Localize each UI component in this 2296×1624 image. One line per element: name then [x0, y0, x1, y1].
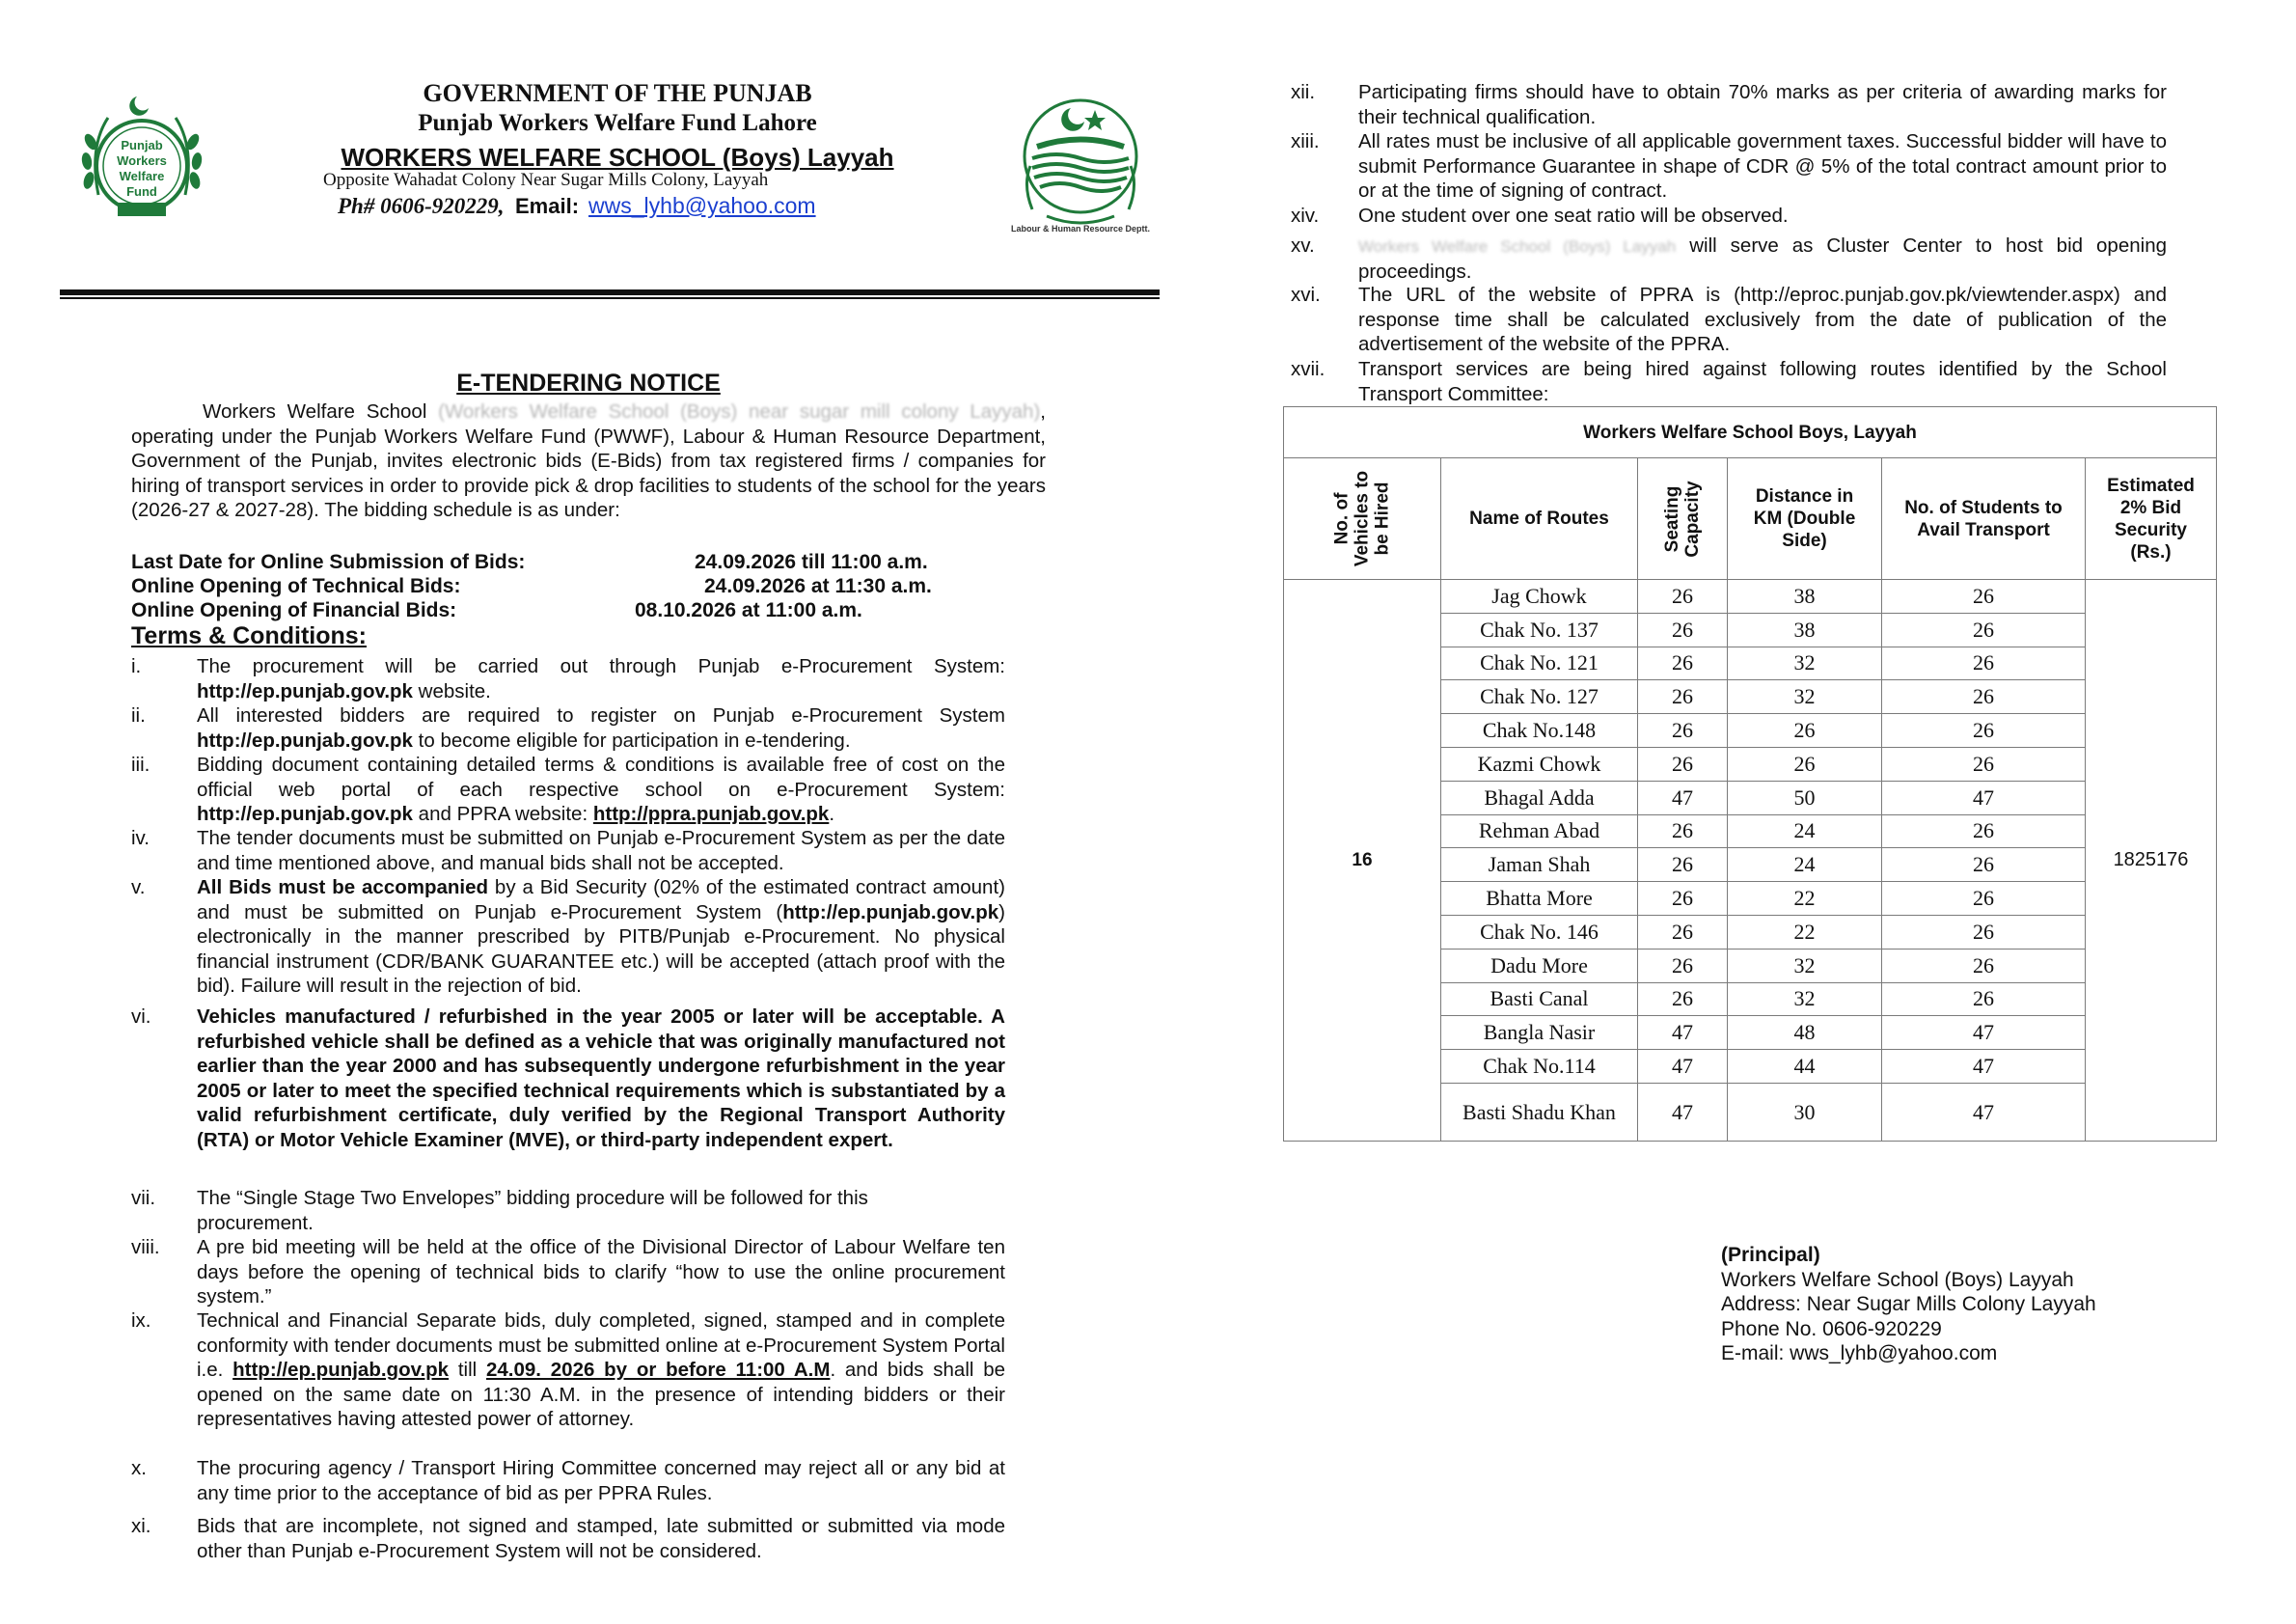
pwwf-logo-text-1: Punjab — [121, 138, 163, 152]
term-text: will serve as Cluster Center to host bid opening proceedings. — [1358, 234, 2167, 283]
route-name-cell: Chak No. 137 — [1441, 614, 1638, 647]
distance-cell: 50 — [1728, 782, 1882, 815]
term-text: One student over one seat ratio will be observed. — [1358, 205, 1789, 227]
distance-cell: 38 — [1728, 614, 1882, 647]
signature-title: (Principal) — [1721, 1244, 1820, 1266]
distance-cell: 22 — [1728, 916, 1882, 950]
seating-capacity-cell: 26 — [1638, 614, 1728, 647]
terms-heading: Terms & Conditions: — [131, 622, 367, 649]
intro-rest: , operating under the Punjab Workers Welfare Fund (PWWF), Labour & Human Resource Department, Government of the Punjab, invites electronic bids (E-Bids) from tax registered firms / companies for hiring of transport services in order to provide pick & drop facilities to students of the school for the years (2026-27 & 2027-28). The bidding schedule is as under: — [131, 400, 1046, 522]
term-text: . — [829, 803, 835, 826]
route-name-cell: Dadu More — [1441, 950, 1638, 983]
header-distance: Distance in KM (Double Side) — [1728, 458, 1882, 580]
distance-cell: 32 — [1728, 983, 1882, 1017]
seating-capacity-cell: 47 — [1638, 1016, 1728, 1050]
route-name-cell: Chak No. 146 — [1441, 916, 1638, 950]
intro-lead: Workers Welfare School — [203, 400, 427, 423]
header-vehicles — [1284, 458, 1441, 580]
seating-capacity-cell: 47 — [1638, 782, 1728, 815]
deadline-text: 24.09. 2026 by or before 11:00 A.M — [486, 1359, 831, 1382]
term-text: Bids that are incomplete, not signed and stamped, late submitted or submitted via mode other than Punjab e-Procurement System will not be considered. — [197, 1515, 1005, 1562]
security-value: 1825176 — [2113, 849, 2189, 870]
route-name-cell: Bhagal Adda — [1441, 782, 1638, 815]
term-text: The procurement will be carried out through Punjab e-Procurement System: — [197, 655, 1005, 677]
term-number: iii. — [131, 754, 150, 776]
notice-intro — [131, 399, 1046, 523]
contact-line — [338, 193, 816, 219]
pwwf-logo — [69, 89, 214, 235]
intro-redacted: (Workers Welfare School (Boys) near sugar mill colony Layyah) — [438, 400, 1041, 423]
header-capacity — [1638, 458, 1728, 580]
term-text: The URL of the website of PPRA is (http://eproc.punjab.gov.pk/viewtender.aspx) and response time shall be calculated exclusively from the date of publication of the advertisement of the website of the PPRA. — [1358, 284, 2167, 356]
term-text: . and bids shall be opened on the same date on 11:30 A.M. in the presence of intending bidders or their representatives having attested power of attorney. — [197, 1359, 1005, 1431]
term-text: All Bids must be accompanied — [197, 876, 489, 898]
term-number: xiii. — [1291, 130, 1320, 152]
header-vehicles-text: No. of Vehicles to be Hired — [1331, 470, 1393, 567]
email-link[interactable]: wws_lyhb@yahoo.com — [588, 193, 816, 218]
term-number: ii. — [131, 704, 146, 727]
school-title: WORKERS WELFARE SCHOOL (Boys) Layyah — [341, 143, 894, 172]
students-cell: 26 — [1882, 714, 2086, 748]
term-number: viii. — [131, 1236, 160, 1258]
distance-cell: 32 — [1728, 647, 1882, 681]
students-cell: 26 — [1882, 950, 2086, 983]
term-text: Technical and Financial Separate bids, duly completed, signed, stamped and in complete conformity with tender documents must be submitted online at e-Procurement System Portal i.e. — [197, 1309, 1005, 1382]
route-name-cell: Basti Canal — [1441, 983, 1638, 1017]
seating-capacity-cell: 26 — [1638, 815, 1728, 849]
distance-cell: 48 — [1728, 1016, 1882, 1050]
term-text: and PPRA website: — [412, 803, 593, 826]
term-text: All rates must be inclusive of all applicable government taxes. Successful bidder will have to submit Performance Guarantee in shape of CDR @ 5% of the total contract amount prior to or at the time of signing of contract. — [1358, 130, 2167, 203]
schedule-label: Last Date for Online Submission of Bids: — [131, 551, 526, 573]
distance-cell: 24 — [1728, 848, 1882, 882]
signature-email: E-mail: wws_lyhb@yahoo.com — [1721, 1342, 1998, 1365]
pwwf-logo-text-3: Welfare — [119, 169, 165, 183]
email-label: Email: — [515, 194, 580, 218]
schedule-financial — [131, 599, 862, 622]
ppra-link[interactable]: http://ppra.punjab.gov.pk — [592, 803, 830, 826]
punjab-govt-emblem — [1003, 89, 1158, 243]
term-text: Bidding document containing detailed terms & conditions is available free of cost on the official web portal of each respective school on e-Procurement System: — [197, 754, 1005, 801]
header-students: No. of Students to Avail Transport — [1882, 458, 2086, 580]
term-number: vii. — [131, 1187, 156, 1209]
ep-link[interactable]: http://ep.punjab.gov.pk — [197, 803, 413, 826]
route-name-cell: Chak No. 127 — [1441, 680, 1638, 714]
distance-cell: 26 — [1728, 748, 1882, 782]
schedule-value: 24.09.2026 till 11:00 a.m. — [695, 551, 928, 573]
term-text: till — [449, 1359, 486, 1382]
seating-capacity-cell: 26 — [1638, 983, 1728, 1017]
term-text: The “Single Stage Two Envelopes” bidding procedure will be followed for this procurement. — [197, 1187, 868, 1234]
term-text: The procuring agency / Transport Hiring Committee concerned may reject all or any bid at any time prior to the acceptance of bid as per PPRA Rules. — [197, 1457, 1005, 1504]
table-title: Workers Welfare School Boys, Layyah — [1284, 407, 2216, 458]
route-name-cell: Chak No.148 — [1441, 714, 1638, 748]
signature-school: Workers Welfare School (Boys) Layyah — [1721, 1268, 2074, 1291]
schedule-label: Online Opening of Financial Bids: — [131, 599, 457, 621]
ep-link[interactable]: http://ep.punjab.gov.pk — [782, 900, 999, 923]
term-text: to become eligible for participation in e-tendering. — [412, 729, 851, 752]
seating-capacity-cell: 47 — [1638, 1084, 1728, 1141]
routes-table — [1283, 406, 2217, 1142]
distance-cell: 44 — [1728, 1050, 1882, 1084]
term-number: v. — [131, 876, 146, 898]
emblem-caption: Labour & Human Resource Deptt. — [1010, 224, 1151, 234]
term-text: ) electronically in the manner prescribed by PITB/Punjab e-Procurement. No physical financial instrument (CDR/BANK GUARANTEE etc.) will be accepted (attach proof with the bid). Failure will result in the rejection of bid. — [197, 900, 1005, 998]
students-cell: 47 — [1882, 782, 2086, 815]
students-cell: 26 — [1882, 647, 2086, 681]
schedule-technical — [131, 575, 932, 598]
header-rule-thick — [60, 289, 1160, 295]
distance-cell: 22 — [1728, 882, 1882, 916]
route-name-cell: Rehman Abad — [1441, 815, 1638, 849]
ep-link[interactable]: http://ep.punjab.gov.pk — [232, 1359, 450, 1382]
route-name-cell: Bhatta More — [1441, 882, 1638, 916]
term-text: Vehicles manufactured / refurbished in the year 2005 or later will be acceptable. A refurbished vehicle shall be defined as a vehicle that was originally manufactured not earlier than the year 2000 and has subsequently undergone refurbishment in the year 2005 or later to meet the specified technical requirements which is substantiated by a valid refurbishment certificate, duly verified by the Regional Transport Authority (RTA) or Motor Vehicle Examiner (MVE), or third-party independent expert. — [197, 1005, 1005, 1151]
students-cell: 26 — [1882, 916, 2086, 950]
term-text: All interested bidders are required to register on Punjab e-Procurement System — [197, 704, 1005, 727]
seating-capacity-cell: 26 — [1638, 916, 1728, 950]
schedule-submission — [131, 551, 928, 574]
route-name-cell: Basti Shadu Khan — [1441, 1084, 1638, 1141]
schedule-value: 08.10.2026 at 11:00 a.m. — [635, 599, 862, 621]
school-address: Opposite Wahadat Colony Near Sugar Mills Colony, Layyah — [323, 170, 769, 190]
route-name-cell: Kazmi Chowk — [1441, 748, 1638, 782]
pwwf-logo-text-2: Workers — [117, 153, 167, 168]
seating-capacity-cell: 26 — [1638, 748, 1728, 782]
distance-cell: 26 — [1728, 714, 1882, 748]
pwwf-logo-text-4: Fund — [126, 184, 157, 199]
students-cell: 26 — [1882, 680, 2086, 714]
signature-address: Address: Near Sugar Mills Colony Layyah — [1721, 1293, 2096, 1316]
term-text: The tender documents must be submitted on Punjab e-Procurement System as per the date and time mentioned above, and manual bids shall not be accepted. — [197, 827, 1005, 874]
signature-phone: Phone No. 0606-920229 — [1721, 1317, 1942, 1340]
term-text: Transport services are being hired against following routes identified by the School Transport Committee: — [1358, 358, 2167, 405]
header-capacity-text: Seating Capacity — [1662, 480, 1703, 558]
students-cell: 26 — [1882, 614, 2086, 647]
term-text: Participating firms should have to obtain 70% marks as per criteria of awarding marks for their technical qualification. — [1358, 81, 2167, 128]
seating-capacity-cell: 26 — [1638, 848, 1728, 882]
route-name-cell: Jag Chowk — [1441, 580, 1638, 614]
students-cell: 47 — [1882, 1050, 2086, 1084]
redacted-school-name: Workers Welfare School (Boys) Layyah — [1358, 237, 1677, 256]
seating-capacity-cell: 26 — [1638, 580, 1728, 614]
term-number: i. — [131, 655, 142, 677]
route-name-cell: Jaman Shah — [1441, 848, 1638, 882]
notice-title: E-TENDERING NOTICE — [456, 370, 721, 397]
seating-capacity-cell: 26 — [1638, 680, 1728, 714]
seating-capacity-cell: 47 — [1638, 1050, 1728, 1084]
distance-cell: 30 — [1728, 1084, 1882, 1141]
route-name-cell: Chak No.114 — [1441, 1050, 1638, 1084]
term-text: A pre bid meeting will be held at the office of the Divisional Director of Labour Welfare ten days before the opening of technical bids to clarify “how to use the online procurement system.” — [197, 1236, 1005, 1308]
term-number: iv. — [131, 827, 150, 849]
students-cell: 26 — [1882, 983, 2086, 1017]
distance-cell: 38 — [1728, 580, 1882, 614]
students-cell: 26 — [1882, 882, 2086, 916]
schedule-label: Online Opening of Technical Bids: — [131, 575, 461, 597]
seating-capacity-cell: 26 — [1638, 714, 1728, 748]
distance-cell: 24 — [1728, 815, 1882, 849]
term-number: xiv. — [1291, 205, 1320, 227]
ep-link[interactable]: http://ep.punjab.gov.pk — [197, 679, 413, 702]
signature-block — [1721, 1243, 2096, 1366]
header-routes: Name of Routes — [1441, 458, 1638, 580]
header-rule-thin — [60, 297, 1160, 299]
term-number: ix. — [131, 1309, 151, 1332]
students-cell: 26 — [1882, 815, 2086, 849]
govt-title: GOVERNMENT OF THE PUNJAB — [423, 79, 812, 107]
term-text: website. — [412, 679, 491, 702]
distance-cell: 32 — [1728, 950, 1882, 983]
schedule-value: 24.09.2026 at 11:30 a.m. — [704, 575, 932, 597]
students-cell: 47 — [1882, 1084, 2086, 1141]
term-number: xv. — [1291, 234, 1315, 257]
term-number: vi. — [131, 1005, 151, 1028]
term-number: xvii. — [1291, 358, 1326, 380]
term-number: xii. — [1291, 81, 1316, 103]
distance-cell: 32 — [1728, 680, 1882, 714]
header-security: Estimated 2% Bid Security (Rs.) — [2086, 458, 2216, 580]
students-cell: 47 — [1882, 1016, 2086, 1050]
vehicles-value: 16 — [1284, 580, 1441, 1141]
ep-link[interactable]: http://ep.punjab.gov.pk — [197, 729, 413, 752]
term-number: xi. — [131, 1515, 151, 1537]
term-text: by a Bid Security (02% of the estimated contract amount) and must be submitted on Punjab e-Procurement System ( — [197, 876, 1005, 923]
students-cell: 26 — [1882, 848, 2086, 882]
students-cell: 26 — [1882, 580, 2086, 614]
students-cell: 26 — [1882, 748, 2086, 782]
seating-capacity-cell: 26 — [1638, 882, 1728, 916]
phone-number: Ph# 0606-920229, — [338, 194, 505, 218]
route-name-cell: Bangla Nasir — [1441, 1016, 1638, 1050]
fund-title: Punjab Workers Welfare Fund Lahore — [418, 110, 817, 136]
seating-capacity-cell: 26 — [1638, 647, 1728, 681]
term-number: x. — [131, 1457, 147, 1479]
term-number: xvi. — [1291, 284, 1321, 306]
seating-capacity-cell: 26 — [1638, 950, 1728, 983]
route-name-cell: Chak No. 121 — [1441, 647, 1638, 681]
